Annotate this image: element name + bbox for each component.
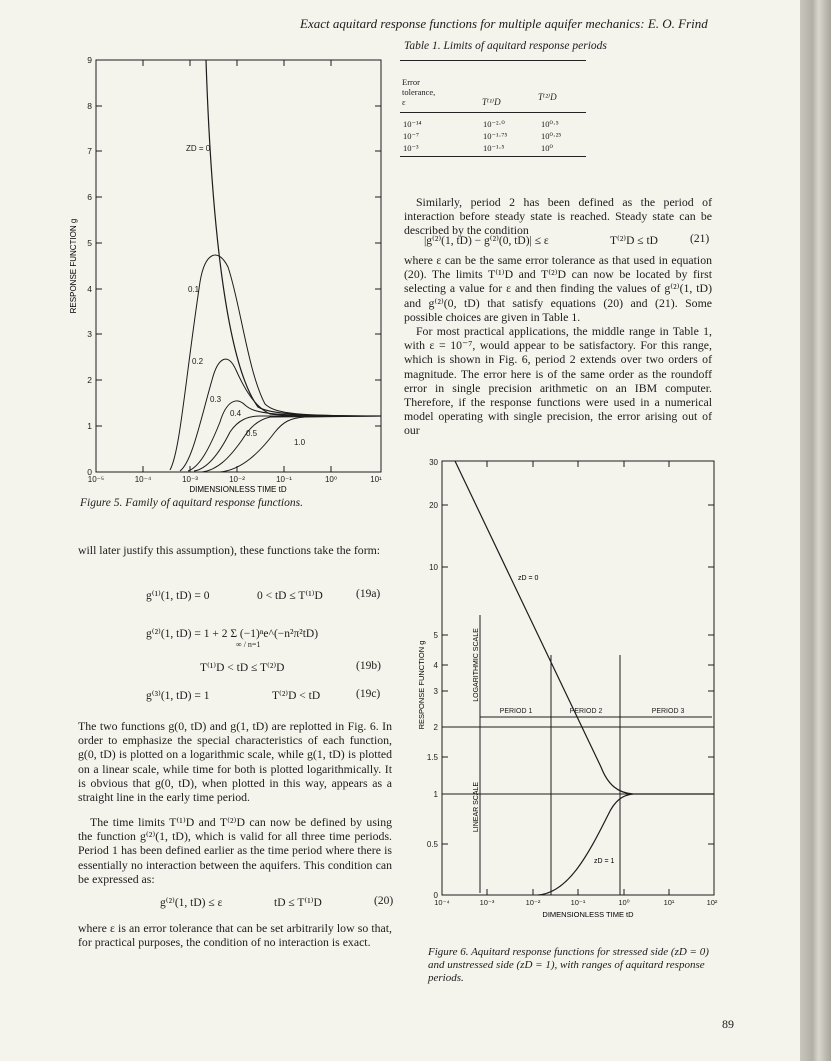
fig6-y-ticks	[442, 461, 448, 895]
left-paragraph-3: The time limits T⁽¹⁾D and T⁽²⁾D can now be defined by using the function g⁽²⁾(1, tD), which is valid for all three time periods. Period 1 has been defined earlier as the time period where there is essentially no interaction between the aquifers. This condition can be expressed as:	[78, 815, 392, 886]
eq20-lhs: g⁽²⁾(1, tD) ≤ ε	[160, 897, 223, 909]
fig6-xtick: 10⁻⁴	[434, 898, 450, 907]
fig5-xtick: 10⁻⁵	[87, 475, 105, 484]
table-cell: 10⁻⁷	[403, 131, 419, 141]
right-paragraph-1: Similarly, period 2 has been defined as the period of interaction before steady state is reached. Steady state can be described by the condition	[404, 195, 712, 238]
fig6-ytick: 2	[433, 723, 438, 732]
eq19a-rhs: 0 < tD ≤ T⁽¹⁾D	[257, 590, 323, 602]
figure-6	[418, 455, 740, 941]
right-paragraph-2: where ε can be the same error tolerance as that used in equation (20). The limits T⁽¹⁾D and T⁽²⁾D can now be located by first selecting a value for ε and then finding the values of g⁽²⁾(1, tD) and g⁽²⁾(0, tD) that satisfy equations (20) and (21). Some possible choices are given in Table 1.	[404, 253, 712, 324]
fig5-ytick: 3	[87, 329, 92, 339]
fig6-period-1: PERIOD 1	[499, 708, 533, 715]
fig5-xtick: 10⁰	[324, 475, 338, 484]
fig6-xtick: 10⁻³	[479, 898, 495, 907]
fig5-y-ticks	[96, 60, 102, 472]
eq19c-number: (19c)	[356, 688, 381, 700]
fig5-ytick: 4	[87, 284, 92, 294]
left-paragraph-2: The two functions g(0, tD) and g(1, tD) are replotted in Fig. 6. In order to emphasize the special characteristics of each function, g(0, tD) is plotted on a logarithmic scale, while g(1, tD) is plotted on a linear scale, while time for both is plotted logarithmically. It is obvious that g(0, tD), when plotted in this way, appears as a straight line in the early time period.	[78, 719, 392, 805]
eq19b-rhs: T⁽¹⁾D < tD ≤ T⁽²⁾D	[200, 662, 285, 674]
fig5-ytick: 8	[87, 101, 92, 111]
fig6-zd0-label: zD = 0	[518, 575, 539, 582]
fig6-period-2: PERIOD 2	[569, 708, 603, 715]
fig5-curve-label: 0.4	[230, 409, 242, 418]
eq19a-number: (19a)	[356, 588, 381, 600]
eq20-number: (20)	[374, 895, 394, 907]
eq21-lhs: |g⁽²⁾(1, tD) − g⁽²⁾(0, tD)| ≤ ε	[424, 235, 549, 247]
fig5-ytick: 0	[87, 467, 92, 477]
left-paragraph-4: where ε is an error tolerance that can be set arbitrarily low so that, for practical purposes, the condition of no interaction is exact.	[78, 921, 392, 950]
fig6-xtick: 10⁻²	[525, 898, 541, 907]
table-cell: 10⁰·²⁵	[541, 131, 562, 141]
table-rule-top	[400, 60, 586, 61]
eq19b-number: (19b)	[356, 660, 381, 672]
page-number: 89	[722, 1017, 734, 1031]
fig5-xtick: 10¹	[370, 475, 382, 484]
table-cell: 10⁻¹·⁵	[483, 143, 505, 153]
fig5-ytick: 7	[87, 146, 92, 156]
fig6-period-3: PERIOD 3	[651, 708, 685, 715]
fig5-xtick: 10⁻⁴	[134, 475, 152, 484]
fig5-ytick: 6	[87, 192, 92, 202]
figure-5-caption: Figure 5. Family of aquitard response functions.	[80, 497, 303, 509]
fig6-curve-zd1	[538, 794, 633, 895]
fig5-ylabel: RESPONSE FUNCTION g	[69, 218, 78, 314]
table-cell: 10⁻¹⁴	[403, 119, 422, 129]
table-1-caption: Table 1. Limits of aquitard response periods	[404, 40, 607, 52]
eq19a-lhs: g⁽¹⁾(1, tD) = 0	[146, 590, 210, 602]
fig5-xlabel: DIMENSIONLESS TIME tD	[189, 485, 287, 494]
fig5-ytick: 2	[87, 375, 92, 385]
fig5-ytick: 9	[87, 55, 92, 65]
fig5-xtick: 10⁻¹	[276, 475, 292, 484]
fig6-x-ticks	[487, 461, 669, 895]
table-cell: 10⁰	[541, 143, 553, 153]
table-cell: 10⁰·⁵	[541, 119, 559, 129]
eq21-number: (21)	[690, 233, 710, 245]
eq19c-lhs: g⁽³⁾(1, tD) = 1	[146, 690, 210, 702]
fig6-zd1-label: zD = 1	[594, 858, 615, 865]
eq19b-sum-limits: ∞ / n=1	[236, 640, 261, 649]
fig6-xtick: 10¹	[663, 898, 675, 907]
table-head-line: ε	[402, 97, 406, 107]
table-cell: 10⁻³	[403, 143, 419, 153]
page-edge	[800, 0, 831, 1061]
figure-6-caption: Figure 6. Aquitard response functions for stressed side (zD = 0) and unstressed side (zD = 1), with ranges of aquitard response periods.	[428, 946, 709, 984]
fig6-y-ticks-right	[708, 505, 714, 844]
fig6-plot-frame	[442, 461, 714, 895]
fig5-curve-label: 0.3	[210, 395, 222, 404]
eq19c-rhs: T⁽²⁾D < tD	[272, 690, 321, 702]
eq21-rhs: T⁽²⁾D ≤ tD	[610, 235, 658, 247]
fig6-log-scale-label: LOGARITHMIC SCALE	[473, 628, 480, 702]
fig5-curve-02	[180, 359, 381, 471]
fig6-ytick: 0	[433, 891, 438, 900]
fig6-xtick: 10²	[706, 898, 718, 907]
fig6-xtick: 10⁰	[618, 898, 630, 907]
table-head-t2: T⁽²⁾D	[538, 92, 557, 102]
fig5-y-ticks-right	[375, 106, 381, 426]
fig5-curve-label: 0.5	[246, 429, 258, 438]
fig5-ytick: 1	[87, 421, 92, 431]
table-cell: 10⁻²·⁰	[483, 119, 505, 129]
table-head-left	[402, 77, 435, 107]
fig6-ytick: 5	[433, 631, 438, 640]
table-cell: 10⁻¹·⁷⁵	[483, 131, 508, 141]
fig5-curve-label: 0.1	[188, 285, 200, 294]
left-paragraph-1: will later justify this assumption), these functions take the form:	[78, 543, 381, 557]
table-1	[402, 118, 562, 154]
right-paragraph-3: For most practical applications, the middle range in Table 1, with ε = 10⁻⁷, would appear to be satisfactory. For this range, which is shown in Fig. 6, period 2 extends over two orders of magnitude. The error here is of the same order as the roundoff error in single precision arithmetic on an IBM computer. Therefore, if the response functions were used in a numerical model operating with single precision, the error arising out of our	[404, 324, 712, 438]
fig6-ytick: 30	[429, 458, 438, 467]
fig6-ylabel: RESPONSE FUNCTION g	[417, 640, 426, 730]
eq19b-lhs: g⁽²⁾(1, tD) = 1 + 2 Σ (−1)ⁿe^(−n²π²tD)	[146, 628, 319, 640]
fig6-linear-scale-label: LINEAR SCALE	[473, 781, 480, 833]
fig6-ytick: 10	[429, 563, 438, 572]
fig5-curve-label: ZD = 0	[186, 144, 211, 153]
table-head-line: tolerance,	[402, 87, 436, 97]
table-row	[402, 130, 562, 142]
figure-5	[70, 52, 390, 494]
fig6-ytick: 20	[429, 501, 438, 510]
fig5-curve-03	[188, 401, 381, 471]
table-head-t1: T⁽¹⁾D	[482, 97, 501, 107]
table-1-body	[402, 118, 562, 154]
fig6-ytick: 1	[433, 790, 438, 799]
fig5-curve-label: 1.0	[294, 438, 306, 447]
eq20-rhs: tD ≤ T⁽¹⁾D	[274, 897, 322, 909]
table-head-line: Error	[402, 77, 420, 87]
fig6-curve-zd0	[455, 461, 714, 794]
fig5-ytick: 5	[87, 238, 92, 248]
fig6-xlabel: DIMENSIONLESS TIME tD	[542, 910, 634, 919]
fig5-xtick: 10⁻²	[229, 475, 245, 484]
fig5-curve-label: 0.2	[192, 357, 204, 366]
fig5-xtick: 10⁻³	[182, 475, 198, 484]
fig5-curve-05	[202, 416, 381, 472]
table-rule-bottom	[400, 156, 586, 157]
fig6-ytick: 0.5	[426, 840, 438, 849]
table-rule-mid	[400, 112, 586, 113]
fig6-xtick: 10⁻¹	[570, 898, 586, 907]
table-row	[402, 142, 562, 154]
running-header: Exact aquitard response functions for multiple aquifer mechanics: E. O. Frind	[300, 16, 708, 31]
fig6-ytick: 3	[433, 687, 438, 696]
fig6-ytick: 1.5	[426, 753, 438, 762]
table-row	[402, 118, 562, 130]
fig6-ytick: 4	[433, 661, 438, 670]
